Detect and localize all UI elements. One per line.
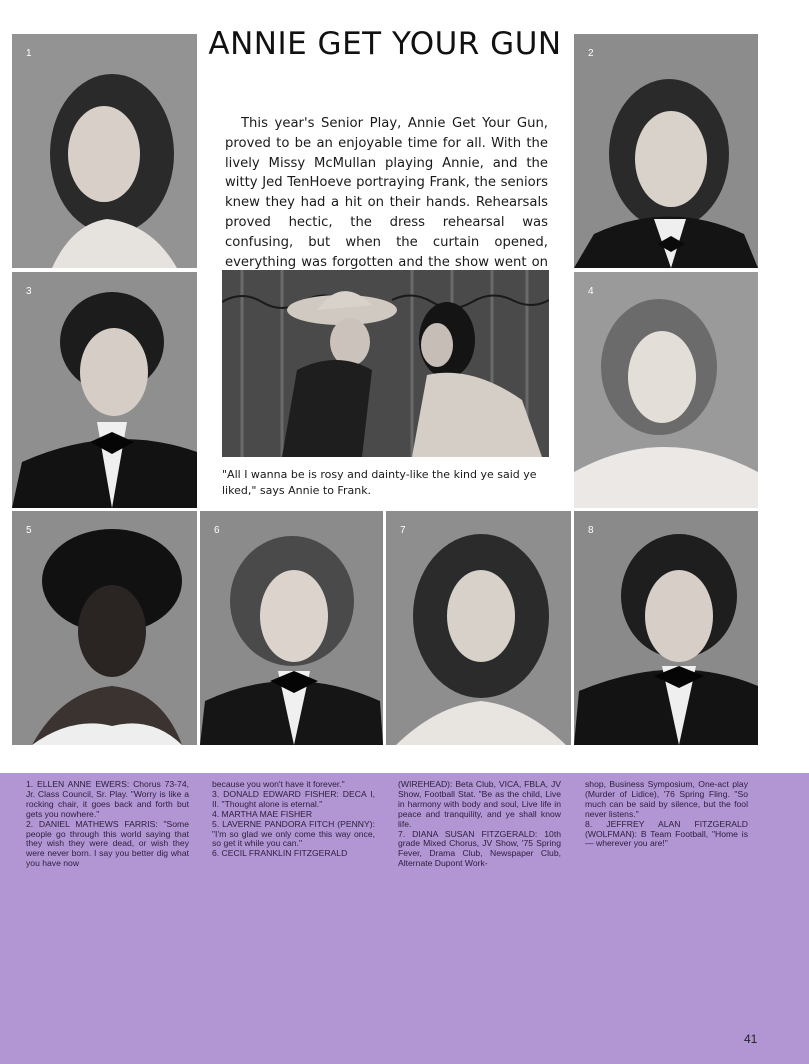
portrait-7 (386, 511, 571, 745)
portrait-5-image (12, 511, 197, 745)
portrait-1-image (12, 34, 197, 268)
stage-photo-caption: "All I wanna be is rosy and dainty-like the kind ye said ye liked," says Annie to Frank. (222, 468, 537, 497)
bio-entry: because you won't have it forever." (212, 779, 345, 789)
stage-photo-image (222, 270, 549, 457)
bio-column-1 (26, 780, 189, 869)
portrait-8 (574, 511, 758, 745)
bio-entry: 1. ELLEN ANNE EWERS: Chorus 73-74, Jr. Class Council, Sr. Play. "Worry is like a rocking chair, it goes back and forth but gets you nowhere." (26, 779, 189, 819)
portrait-1 (12, 34, 197, 268)
portrait-2 (574, 34, 758, 268)
photo-number-2: 2 (588, 48, 594, 59)
bio-entry: (WIREHEAD): Beta Club, VICA, FBLA, JV Show, Football Stat. "Be as the child, Live in harmony with body and soul, Live life in peace and tranquility, and ye shall know life. (398, 779, 561, 829)
photo-number-8: 8 (588, 525, 594, 536)
portrait-4-image (574, 272, 758, 508)
portrait-8-image (574, 511, 758, 745)
portrait-3-image (12, 272, 197, 508)
bio-column-2 (212, 780, 375, 859)
portrait-4 (574, 272, 758, 508)
photo-number-4: 4 (588, 286, 594, 297)
bio-column-3 (398, 780, 561, 869)
bio-column-4 (585, 780, 748, 849)
portrait-7-image (386, 511, 571, 745)
page-title: ANNIE GET YOUR GUN (208, 26, 562, 62)
photo-number-7: 7 (400, 525, 406, 536)
stage-photo (222, 270, 549, 457)
photo-number-3: 3 (26, 286, 32, 297)
page-number: 41 (744, 1032, 758, 1046)
bio-entry: 6. CECIL FRANKLIN FITZGERALD (212, 848, 348, 859)
portrait-6-image (200, 511, 383, 745)
bio-entry: 5. LAVERNE PANDORA FITCH (PENNY): "I'm so glad we only come this way once, so get it while you can." (212, 818, 375, 849)
bio-entry: 7. DIANA SUSAN FITZGERALD: 10th grade Mixed Chorus, JV Show, '75 Spring Fever, Drama Club, Newspaper Club, Alternate Dupont Work- (398, 828, 561, 869)
photo-number-6: 6 (214, 525, 220, 536)
bio-entry: 8. JEFFREY ALAN FITZGERALD (WOLFMAN): B Team Football, "Home is — wherever you are!" (585, 818, 748, 849)
intro-paragraph: This year's Senior Play, Annie Get Your Gun, proved to be an enjoyable time for all. With the lively Missy McMullan playing Annie, and the witty Jed TenHoeve portraying Frank, the seniors knew they had a hit on their hands. Rehearsals proved hectic, the dress rehearsal was confusing, but when the curtain opened, everything was forgotten and the show went on (225, 116, 548, 270)
bio-entry: 4. MARTHA MAE FISHER (212, 808, 313, 819)
bio-entry: 3. DONALD EDWARD FISHER: DECA I, II. "Thought alone is eternal." (212, 788, 375, 809)
bio-entry: 2. DANIEL MATHEWS FARRIS: "Some people go through this world saying that they wish they were dead, or wish they were never born. I say you better dig what you have now (26, 818, 189, 869)
portrait-6 (200, 511, 383, 745)
photo-number-5: 5 (26, 525, 32, 536)
portrait-2-image (574, 34, 758, 268)
portrait-3 (12, 272, 197, 508)
bio-entry: shop, Business Symposium, One-act play (Murder of Lidice), '76 Spring Fling. "So much can be said by silence, but the fool never listens." (585, 779, 748, 819)
portrait-5 (12, 511, 197, 745)
photo-number-1: 1 (26, 48, 32, 59)
